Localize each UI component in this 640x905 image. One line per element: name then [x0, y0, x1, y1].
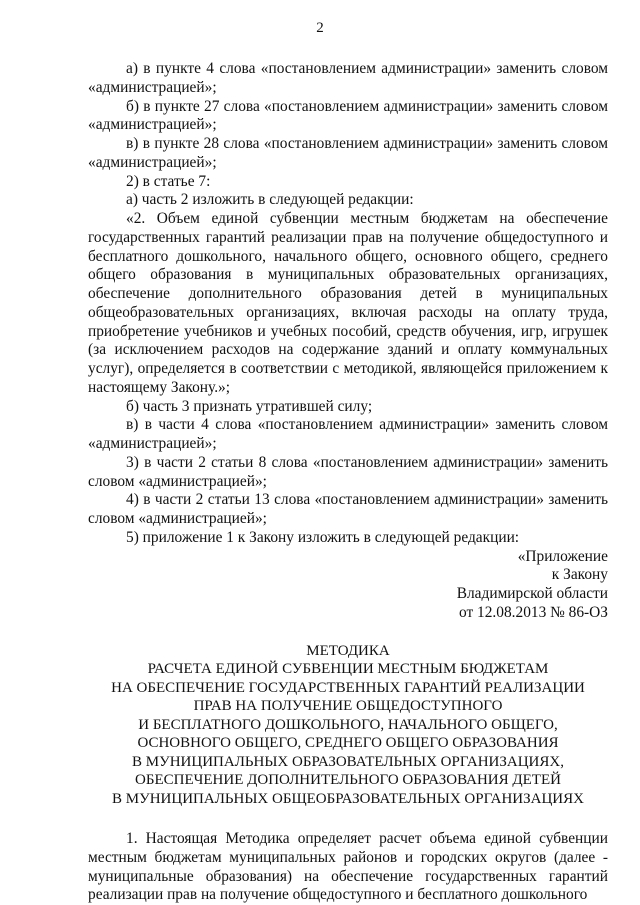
appendix-line: «Приложение: [517, 547, 608, 565]
appendix-line: Владимирской области: [456, 585, 608, 602]
title-line: ОБЕСПЕЧЕНИЕ ДОПОЛНИТЕЛЬНОГО ОБРАЗОВАНИЯ ДЕТЕЙ: [135, 772, 561, 788]
appendix-line: от 12.08.2013 № 86-ОЗ: [458, 603, 608, 621]
paragraph: 2) в статье 7:: [126, 172, 211, 190]
title-line: НА ОБЕСПЕЧЕНИЕ ГОСУДАРСТВЕННЫХ ГАРАНТИЙ РЕАЛИЗАЦИИ: [111, 679, 585, 696]
title-line: В МУНИЦИПАЛЬНЫХ ОБРАЗОВАТЕЛЬНЫХ ОРГАНИЗАЦИЯХ,: [132, 753, 564, 770]
appendix-reference: [88, 548, 608, 623]
paragraph: 4) в части 2 статьи 13 слова «постановлением администрации» заменить словом «администрацией»;: [88, 491, 608, 527]
title-line: И БЕСПЛАТНОГО ДОШКОЛЬНОГО, НАЧАЛЬНОГО ОБЩЕГО,: [138, 716, 558, 733]
title-line: ПРАВ НА ПОЛУЧЕНИЕ ОБЩЕДОСТУПНОГО: [193, 698, 503, 714]
appendix-line: к Закону: [551, 566, 608, 584]
paragraph: а) часть 2 изложить в следующей редакции:: [126, 191, 414, 209]
paragraph: б) в пункте 27 слова «постановлением администрации» заменить словом «администрацией»;: [88, 97, 608, 134]
paragraph: «2. Объем единой субвенции местным бюджетам на обеспечение государственных гарантий реализации прав на получение общедоступного и бесплатного дошкольного, начального общего, основного общего, среднего общего образования в муниципальных образовательных организациях, обеспечение дополнительного образования детей в муниципальных общеобразовательных организациях, включая расходы на оплату труда, приобретение учебников и учебных пособий, средств обучения, игр, игрушек (за исключением расходов на содержание зданий и оплату коммунальных услуг), определяется в соответствии с методикой, являющейся приложением к настоящему Закону.»;: [88, 210, 608, 396]
paragraph: в) в пункте 28 слова «постановлением администрации» заменить словом «администрацией»;: [88, 135, 608, 171]
closing-paragraph: 1. Настоящая Методика определяет расчет объема единой субвенции местным бюджетам муниципальных районов и городских округов (далее - муниципальные образования) на обеспечение государственных гарантий реализации прав на получение общедоступного и бесплатного дошкольного: [88, 830, 608, 904]
methodology-title: [88, 642, 608, 809]
paragraph: 3) в части 2 статьи 8 слова «постановлением администрации» заменить словом «администрацией»;: [88, 453, 608, 490]
title-line: В МУНИЦИПАЛЬНЫХ ОБЩЕОБРАЗОВАТЕЛЬНЫХ ОРГАНИЗАЦИЯХ: [112, 790, 584, 807]
page-number: 2: [316, 20, 324, 36]
paragraph: б) часть 3 признать утратившей силу;: [126, 397, 373, 415]
paragraph: 5) приложение 1 к Закону изложить в следующей редакции:: [126, 528, 520, 546]
title-line: ОСНОВНОГО ОБЩЕГО, СРЕДНЕГО ОБЩЕГО ОБРАЗОВАНИЯ: [137, 735, 559, 751]
paragraph: а) в пункте 4 слова «постановлением администрации» заменить словом «администрацией»;: [88, 60, 608, 96]
document-body: [88, 60, 608, 905]
title-line: РАСЧЕТА ЕДИНОЙ СУБВЕНЦИИ МЕСТНЫМ БЮДЖЕТАМ: [147, 661, 549, 677]
title-line: МЕТОДИКА: [306, 642, 390, 659]
paragraph: в) в части 4 слова «постановлением администрации» заменить словом «администрацией»;: [88, 416, 608, 452]
